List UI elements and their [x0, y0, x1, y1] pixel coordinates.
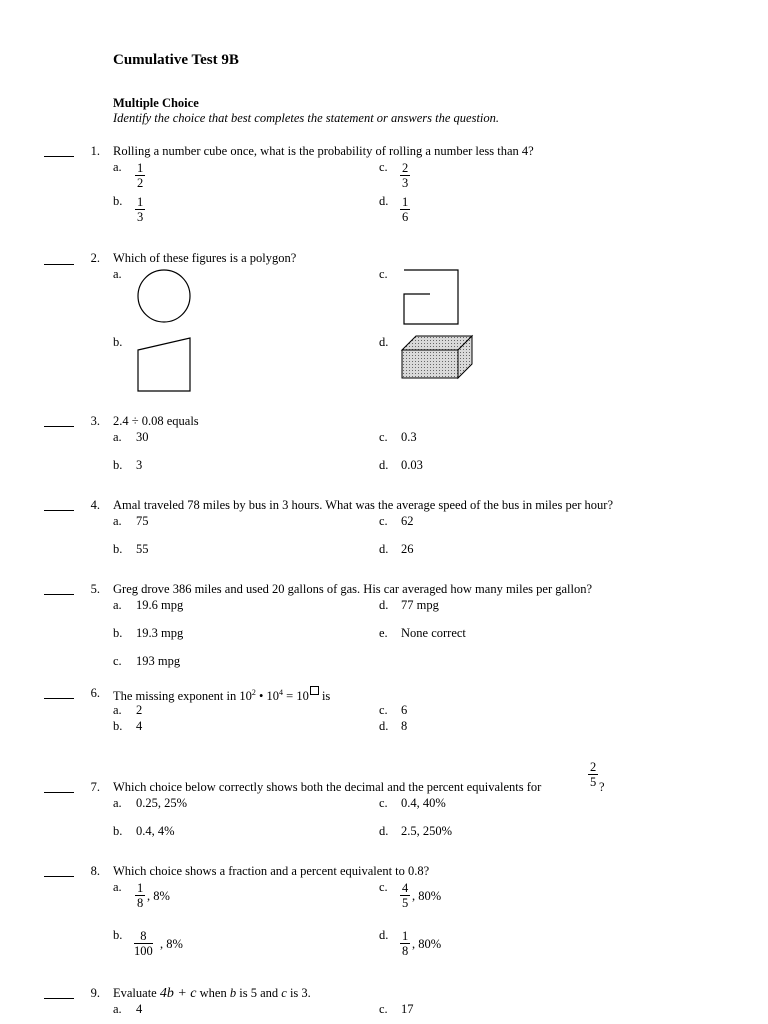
choice-letter: d. — [379, 928, 389, 942]
choice-suffix: , 80% — [412, 937, 442, 951]
denominator: 100 — [134, 944, 153, 958]
answer-blank[interactable] — [44, 698, 74, 699]
choice-letter: a. — [113, 267, 122, 281]
choice-text: 3 — [136, 458, 143, 472]
question-number: 9. — [90, 986, 100, 1000]
question-number: 5. — [90, 582, 100, 596]
answer-blank[interactable] — [44, 792, 74, 793]
choice-text: 26 — [401, 542, 414, 556]
choice-letter: a. — [113, 796, 122, 810]
exponent: 2 — [251, 687, 256, 697]
denominator: 8 — [402, 944, 409, 958]
question-stem — [113, 686, 330, 704]
numerator: 1 — [137, 195, 144, 209]
stem-text: Evaluate — [113, 986, 160, 1000]
choice-text: 75 — [136, 514, 149, 528]
choice-text: 19.6 mpg — [136, 598, 184, 612]
stem-text: is 5 and — [236, 986, 282, 1000]
choice-d-fraction — [400, 929, 410, 958]
numerator: 8 — [134, 929, 153, 944]
choice-letter: c. — [113, 654, 122, 668]
choice-suffix: , 8% — [160, 937, 183, 951]
denominator: 3 — [402, 176, 409, 190]
question-stem: Which of these figures is a polygon? — [113, 251, 297, 265]
numerator: 2 — [402, 161, 409, 175]
denominator: 8 — [137, 896, 144, 910]
choice-letter: c. — [379, 430, 388, 444]
variable: c — [281, 986, 287, 1000]
choice-letter: b. — [113, 458, 123, 472]
choice-text: 193 mpg — [136, 654, 181, 668]
choice-text: 0.4, 40% — [401, 796, 446, 810]
denominator: 5 — [590, 775, 597, 789]
question-stem — [113, 986, 311, 1002]
choice-text: 4 — [136, 719, 143, 733]
stem-text: when — [196, 986, 230, 1000]
circle-figure — [136, 268, 194, 326]
numerator: 2 — [590, 760, 597, 774]
choice-letter: a. — [113, 703, 122, 717]
choice-letter: b. — [113, 824, 123, 838]
denominator: 6 — [402, 210, 409, 224]
rectangular-prism-figure — [400, 334, 476, 382]
choice-suffix: , 8% — [147, 889, 170, 903]
instructions: Identify the choice that best completes the statement or answers the question. — [113, 111, 500, 125]
choice-b-fraction — [135, 195, 145, 224]
question-number: 6. — [90, 686, 100, 700]
choice-letter: d. — [379, 542, 389, 556]
choice-c-fraction — [400, 881, 410, 910]
variable: b — [229, 986, 237, 1000]
choice-text: 4 — [136, 1002, 143, 1016]
denominator: 3 — [137, 210, 144, 224]
answer-blank[interactable] — [44, 156, 74, 157]
answer-blank[interactable] — [44, 876, 74, 877]
choice-text: 0.3 — [401, 430, 417, 444]
answer-blank[interactable] — [44, 510, 74, 511]
question-mark: ? — [599, 780, 605, 794]
choice-b-fraction — [134, 929, 153, 958]
choice-suffix: , 80% — [412, 889, 442, 903]
choice-letter: b. — [113, 719, 123, 733]
question-stem: 2.4 ÷ 0.08 equals — [113, 414, 199, 428]
missing-exponent-box-icon — [310, 686, 319, 695]
numerator: 1 — [402, 929, 409, 943]
answer-blank[interactable] — [44, 594, 74, 595]
choice-text: 19.3 mpg — [136, 626, 184, 640]
stem-text: is 3. — [286, 986, 311, 1000]
numerator: 1 — [137, 161, 144, 175]
choice-text: 0.4, 4% — [136, 824, 175, 838]
section-heading: Multiple Choice — [113, 96, 199, 110]
choice-letter: b. — [113, 626, 123, 640]
choice-text: 6 — [401, 703, 408, 717]
question-stem: Which choice below correctly shows both the decimal and the percent equivalents for — [113, 780, 542, 794]
choice-d-fraction — [400, 195, 410, 224]
question-number: 1. — [90, 144, 100, 158]
page-title: Cumulative Test 9B — [113, 52, 239, 68]
choice-c-fraction — [400, 161, 410, 190]
choice-letter: a. — [113, 160, 122, 174]
expression: 4b + c — [159, 986, 197, 1001]
stem-text: The missing exponent in 10 — [113, 689, 252, 703]
open-spiral-square-figure — [402, 268, 462, 328]
stem-text: = 10 — [283, 689, 309, 703]
question-number: 3. — [90, 414, 100, 428]
question-stem: Which choice shows a fraction and a percent equivalent to 0.8? — [113, 864, 430, 878]
choice-text: 17 — [401, 1002, 414, 1016]
choice-letter: d. — [379, 194, 389, 208]
denominator: 5 — [402, 896, 409, 910]
numerator: 1 — [137, 881, 144, 895]
question-number: 4. — [90, 498, 100, 512]
choice-letter: c. — [379, 1002, 388, 1016]
answer-blank[interactable] — [44, 426, 74, 427]
denominator: 2 — [137, 176, 144, 190]
choice-letter: c. — [379, 703, 388, 717]
exponent: 4 — [279, 687, 284, 697]
choice-letter: a. — [113, 598, 122, 612]
choice-letter: c. — [379, 880, 388, 894]
choice-text: 55 — [136, 542, 149, 556]
choice-letter: b. — [113, 928, 123, 942]
question-number: 8. — [90, 864, 100, 878]
numerator: 1 — [402, 195, 409, 209]
choice-text: 8 — [401, 719, 408, 733]
choice-text: 2.5, 250% — [401, 824, 453, 838]
choice-text: 0.25, 25% — [136, 796, 188, 810]
numerator: 4 — [402, 881, 409, 895]
choice-letter: c. — [379, 160, 388, 174]
choice-text: 30 — [136, 430, 149, 444]
choice-letter: d. — [379, 335, 389, 349]
choice-letter: d. — [379, 458, 389, 472]
quadrilateral-figure — [136, 336, 194, 394]
question-number: 2. — [90, 251, 100, 265]
choice-letter: d. — [379, 719, 389, 733]
choice-a-fraction — [135, 161, 145, 190]
choice-letter: d. — [379, 598, 389, 612]
choice-letter: a. — [113, 880, 122, 894]
choice-letter: a. — [113, 1002, 122, 1016]
choice-text: 2 — [136, 703, 143, 717]
question-stem: Rolling a number cube once, what is the probability of rolling a number less than 4? — [113, 144, 534, 158]
choice-letter: b. — [113, 335, 123, 349]
question-stem: Amal traveled 78 miles by bus in 3 hours. What was the average speed of the bus in miles per hour? — [113, 498, 613, 512]
choice-text: 0.03 — [401, 458, 423, 472]
choice-letter: c. — [379, 514, 388, 528]
choice-letter: d. — [379, 824, 389, 838]
choice-letter: b. — [113, 542, 123, 556]
answer-blank[interactable] — [44, 264, 74, 265]
question-number: 7. — [90, 780, 100, 794]
answer-blank[interactable] — [44, 998, 74, 999]
choice-letter: c. — [379, 796, 388, 810]
choice-letter: a. — [113, 514, 122, 528]
choice-a-fraction — [135, 881, 145, 910]
choice-text: None correct — [401, 626, 466, 640]
stem-text: • 10 — [255, 689, 280, 703]
stem-fraction — [588, 760, 598, 789]
choice-letter: a. — [113, 430, 122, 444]
stem-text: is — [318, 689, 331, 703]
question-stem: Greg drove 386 miles and used 20 gallons of gas. His car averaged how many miles per gallon? — [113, 582, 593, 596]
choice-letter: b. — [113, 194, 123, 208]
choice-letter: c. — [379, 267, 388, 281]
choice-letter: e. — [379, 626, 388, 640]
choice-text: 62 — [401, 514, 414, 528]
choice-text: 77 mpg — [401, 598, 439, 612]
